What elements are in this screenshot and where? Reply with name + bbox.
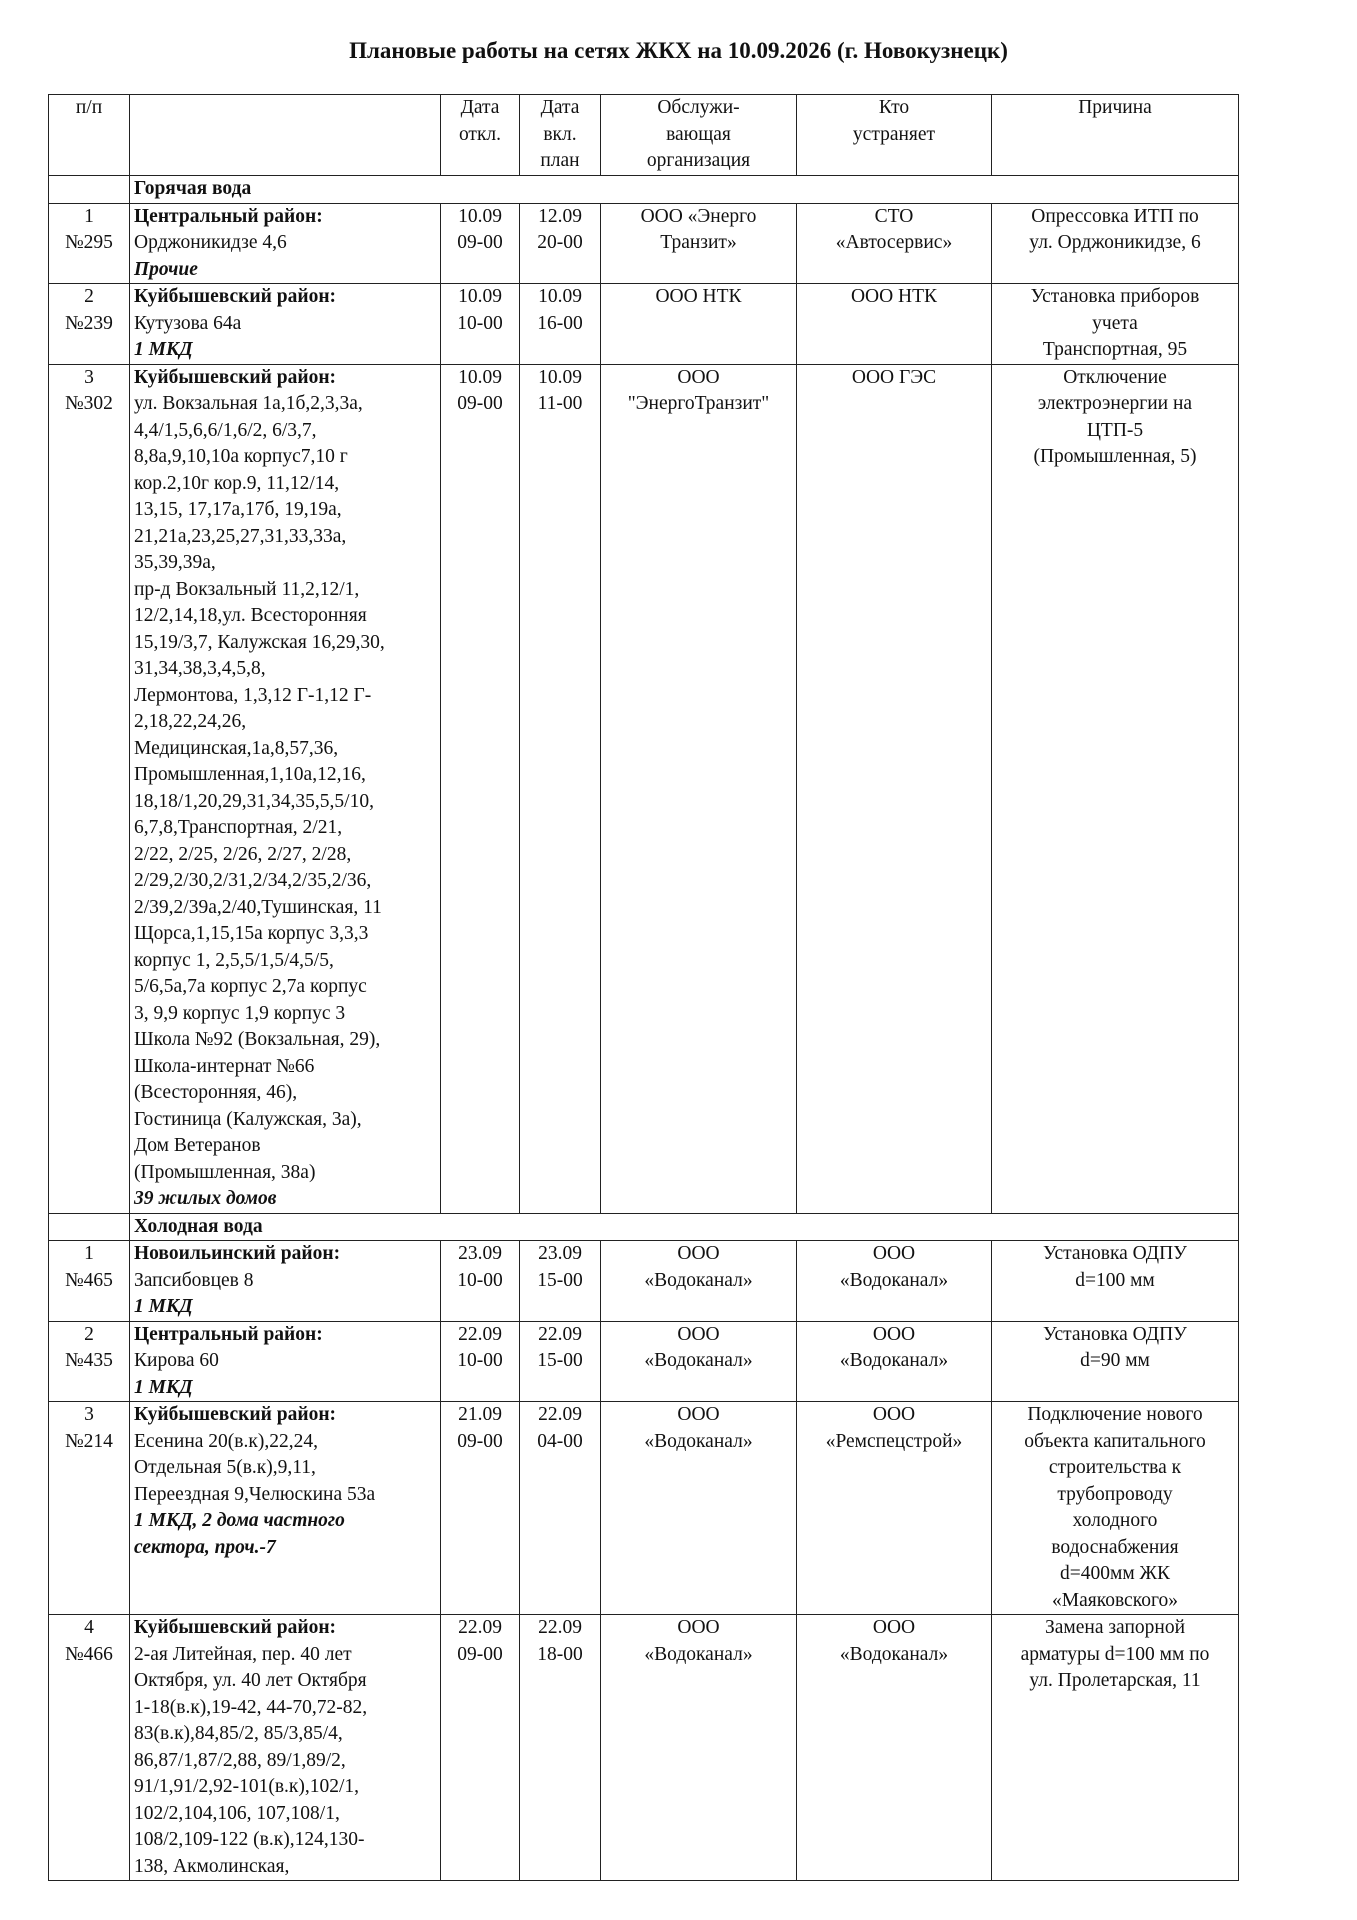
header-num: п/п <box>49 95 130 176</box>
row-number: 1 <box>84 205 94 227</box>
cell-org <box>601 1615 797 1881</box>
on-time: 04-00 <box>537 1430 583 1452</box>
cell-address <box>130 1241 441 1322</box>
cell-fixer <box>797 364 992 1213</box>
reason-text: Установка ОДПУ d=100 мм <box>1043 1243 1187 1291</box>
cell-off-date <box>441 284 520 365</box>
district-name: Новоильинский район: <box>134 1243 341 1264</box>
cell-on-date <box>520 1321 601 1402</box>
cell-fixer <box>797 1321 992 1402</box>
on-date: 22.09 <box>538 1404 582 1425</box>
table-row <box>49 1241 1239 1322</box>
address-list: Кирова 60 <box>134 1350 219 1371</box>
off-time: 10-00 <box>457 1269 503 1291</box>
off-date: 23.09 <box>458 1243 502 1264</box>
cell-address <box>130 1615 441 1881</box>
off-time: 09-00 <box>457 1643 503 1665</box>
cell-reason <box>992 1241 1239 1322</box>
cell-reason <box>992 1402 1239 1615</box>
cell-on-date <box>520 1402 601 1615</box>
cell-num <box>49 1402 130 1615</box>
row-number: 4 <box>84 1617 94 1638</box>
row-id: №295 <box>65 232 113 253</box>
header-reason: Причина <box>992 95 1239 176</box>
off-date: 10.09 <box>458 286 502 307</box>
row-number: 2 <box>84 286 94 307</box>
reason-text: Отключение электроэнергии на ЦТП-5 (Промышленная, 5) <box>1033 366 1197 467</box>
district-name: Куйбышевский район: <box>134 366 337 388</box>
cell-num <box>49 364 130 1213</box>
on-time: 15-00 <box>537 1269 583 1291</box>
service-org: ООО "ЭнергоТранзит" <box>627 366 770 414</box>
off-time: 09-00 <box>457 393 503 414</box>
table-row <box>49 203 1239 284</box>
cell-num <box>49 284 130 365</box>
off-date: 10.09 <box>458 366 502 388</box>
row-summary: 1 МКД, 2 дома частного сектора, проч.-7 <box>134 1510 345 1558</box>
cell-num <box>49 203 130 284</box>
cell-org <box>601 203 797 284</box>
district-name: Куйбышевский район: <box>134 286 337 307</box>
cell-org <box>601 364 797 1213</box>
row-id: №239 <box>65 312 113 334</box>
service-org: ООО «Водоканал» <box>644 1617 753 1665</box>
reason-text: Опрессовка ИТП по ул. Орджоникидзе, 6 <box>1029 205 1201 253</box>
cell-on-date <box>520 1615 601 1881</box>
fixer-org: ООО «Водоканал» <box>839 1617 949 1665</box>
on-date: 12.09 <box>538 205 582 227</box>
cell-on-date <box>520 1241 601 1322</box>
off-time: 10-00 <box>457 312 503 334</box>
cell-reason <box>992 1321 1239 1402</box>
cell-fixer <box>797 1402 992 1615</box>
cell-fixer <box>797 1615 992 1881</box>
fixer-org: ООО «Водоканал» <box>839 1243 949 1291</box>
cell-num <box>49 1615 130 1881</box>
fixer-org: СТО «Автосервис» <box>835 205 953 253</box>
cell-num <box>49 1321 130 1402</box>
on-date: 10.09 <box>538 286 582 307</box>
header-fixer: Кто устраняет <box>797 95 992 176</box>
cell-fixer <box>797 284 992 365</box>
header-row <box>49 95 1239 176</box>
cell-reason <box>992 364 1239 1213</box>
table-row <box>49 364 1239 1213</box>
address-list: Кутузова 64а <box>134 312 242 334</box>
reason-text: Подключение нового объекта капитального строительства к трубопроводу холодного водоснабжения d=400мм ЖК «Маяковского» <box>1024 1404 1206 1611</box>
on-time: 20-00 <box>537 232 583 253</box>
cell-org <box>601 284 797 365</box>
on-time: 15-00 <box>537 1350 583 1371</box>
section-row <box>49 176 1239 204</box>
off-date: 21.09 <box>458 1404 502 1425</box>
fixer-org: ООО «Водоканал» <box>839 1323 949 1371</box>
row-summary: Прочие <box>134 258 198 280</box>
district-name: Куйбышевский район: <box>134 1617 337 1638</box>
address-list: 2-ая Литейная, пер. 40 лет Октября, ул. 40 лет Октября 1-18(в.к),19-42, 44-70,72-82, 83(в.к),84,85/2, 85/3,85/4, 86,87/1,87/2,88, 89/1,89/2, 91/1,91/2,92-101(в.к),102/1, 102/2,104,106, 107,108/1, 108/2,109-122 (в.к),124,130- 138, Акмолинская, <box>134 1643 368 1877</box>
on-time: 16-00 <box>537 312 583 334</box>
service-org: ООО «Водоканал» <box>644 1323 753 1371</box>
row-id: №466 <box>65 1643 113 1665</box>
cell-address <box>130 1402 441 1615</box>
off-time: 09-00 <box>457 1430 503 1452</box>
cell-fixer <box>797 1241 992 1322</box>
cell-address <box>130 1321 441 1402</box>
address-list: Есенина 20(в.к),22,24, Отдельная 5(в.к),9,11, Переездная 9,Челюскина 53а <box>134 1430 376 1505</box>
cell-reason <box>992 1615 1239 1881</box>
on-time: 11-00 <box>537 393 583 414</box>
row-summary: 1 МКД <box>134 1376 193 1398</box>
off-date: 22.09 <box>458 1617 502 1638</box>
on-date: 22.09 <box>538 1617 582 1638</box>
fixer-org: ООО ГЭС <box>851 366 937 388</box>
cell-num <box>49 1241 130 1322</box>
fixer-org: ООО «Ремспецстрой» <box>825 1404 963 1452</box>
row-number: 2 <box>84 1323 94 1345</box>
cell-reason <box>992 284 1239 365</box>
off-time: 09-00 <box>457 232 503 253</box>
header-org: Обслужи- вающая организация <box>601 95 797 176</box>
cell-on-date <box>520 203 601 284</box>
row-summary: 39 жилых домов <box>134 1188 277 1209</box>
page-title: Плановые работы на сетях ЖКХ на 10.09.2026 (г. Новокузнецк) <box>349 38 1008 63</box>
on-time: 18-00 <box>537 1643 583 1665</box>
row-number: 3 <box>84 1404 94 1425</box>
row-number: 1 <box>84 1243 94 1264</box>
cell-off-date <box>441 1615 520 1881</box>
cell-reason <box>992 203 1239 284</box>
row-id: №435 <box>65 1350 113 1371</box>
header-on-date: Дата вкл. план <box>520 95 601 176</box>
cell-off-date <box>441 364 520 1213</box>
district-name: Центральный район: <box>134 1323 323 1345</box>
service-org: ООО «Водоканал» <box>644 1243 753 1291</box>
fixer-org: ООО НТК <box>850 286 938 307</box>
cell-fixer <box>797 203 992 284</box>
header-address <box>130 95 441 176</box>
district-name: Куйбышевский район: <box>134 1404 337 1425</box>
header-off-date: Дата откл. <box>441 95 520 176</box>
section-title: Холодная вода <box>130 1213 1239 1241</box>
cell-org <box>601 1321 797 1402</box>
district-name: Центральный район: <box>134 205 323 227</box>
on-date: 22.09 <box>538 1323 582 1345</box>
cell-off-date <box>441 203 520 284</box>
on-date: 10.09 <box>538 366 582 388</box>
reason-text: Замена запорной арматуры d=100 мм по ул. Пролетарская, 11 <box>1020 1617 1210 1691</box>
service-org: ООО «Энерго Транзит» <box>640 205 757 253</box>
address-list: Запсибовцев 8 <box>134 1269 254 1291</box>
table-row <box>49 1321 1239 1402</box>
works-table <box>48 94 1239 1881</box>
cell-address <box>130 284 441 365</box>
address-list: Орджоникидзе 4,6 <box>134 232 287 253</box>
cell-address <box>130 203 441 284</box>
section-spacer <box>49 1213 130 1241</box>
row-number: 3 <box>84 366 94 388</box>
address-list: ул. Вокзальная 1а,1б,2,3,3а, 4,4/1,5,6,6/1,6/2, 6/3,7, 8,8а,9,10,10а корпус7,10 г кор.2,10г кор.9, 11,12/14, 13,15, 17,17а,17б, 19,19а, 21,21а,23,25,27,31,33,33а, 35,39,39а, пр-д Вокзальный 11,2,12/1, 12/2,14,18,ул. Всесторонняя 15,19/3,7, Калужская 16,29,30, 31,34,38,3,4,5,8, Лермонтова, 1,3,12 Г-1,12 Г- 2,18,22,24,26, Медицинская,1а,8,57,36, Промышленная,1,10а,12,16, 18,18/1,20,29,31,34,35,5,5/10, 6,7,8,Транспортная, 2/21, 2/22, 2/25, 2/26, 2/27, 2/28, 2/29,2/30,2/31,2/34,2/35,2/36, 2/39,2/39а,2/40,Тушинская, 11 Щорса,1,15,15а корпус 3,3,3 корпус 1, 2,5,5/1,5/4,5/5, 5/6,5а,7а корпус 2,7а корпус 3, 9,9 корпус 1,9 корпус 3 Школа №92 (Вокзальная, 29), Школа-интернат №66 (Всесторонняя, 46), Гостиница (Калужская, 3а), Дом Ветеранов (Промышленная, 38а) <box>134 393 385 1183</box>
section-spacer <box>49 176 130 204</box>
table-row <box>49 1402 1239 1615</box>
table-row <box>49 1615 1239 1881</box>
off-date: 22.09 <box>458 1323 502 1345</box>
service-org: ООО «Водоканал» <box>644 1404 753 1452</box>
cell-off-date <box>441 1321 520 1402</box>
cell-off-date <box>441 1241 520 1322</box>
row-summary: 1 МКД <box>134 1296 193 1317</box>
reason-text: Установка приборов учета Транспортная, 95 <box>1030 286 1200 360</box>
row-summary: 1 МКД <box>134 339 193 360</box>
section-title: Горячая вода <box>130 176 1239 204</box>
service-org: ООО НТК <box>655 286 742 307</box>
off-time: 10-00 <box>457 1350 503 1371</box>
table-row <box>49 284 1239 365</box>
cell-off-date <box>441 1402 520 1615</box>
row-id: №465 <box>65 1269 113 1291</box>
cell-on-date <box>520 364 601 1213</box>
section-row <box>49 1213 1239 1241</box>
cell-org <box>601 1402 797 1615</box>
on-date: 23.09 <box>538 1243 582 1264</box>
row-id: №302 <box>65 393 113 414</box>
off-date: 10.09 <box>458 205 502 227</box>
row-id: №214 <box>65 1430 113 1452</box>
reason-text: Установка ОДПУ d=90 мм <box>1043 1323 1187 1371</box>
cell-address <box>130 364 441 1213</box>
cell-on-date <box>520 284 601 365</box>
cell-org <box>601 1241 797 1322</box>
